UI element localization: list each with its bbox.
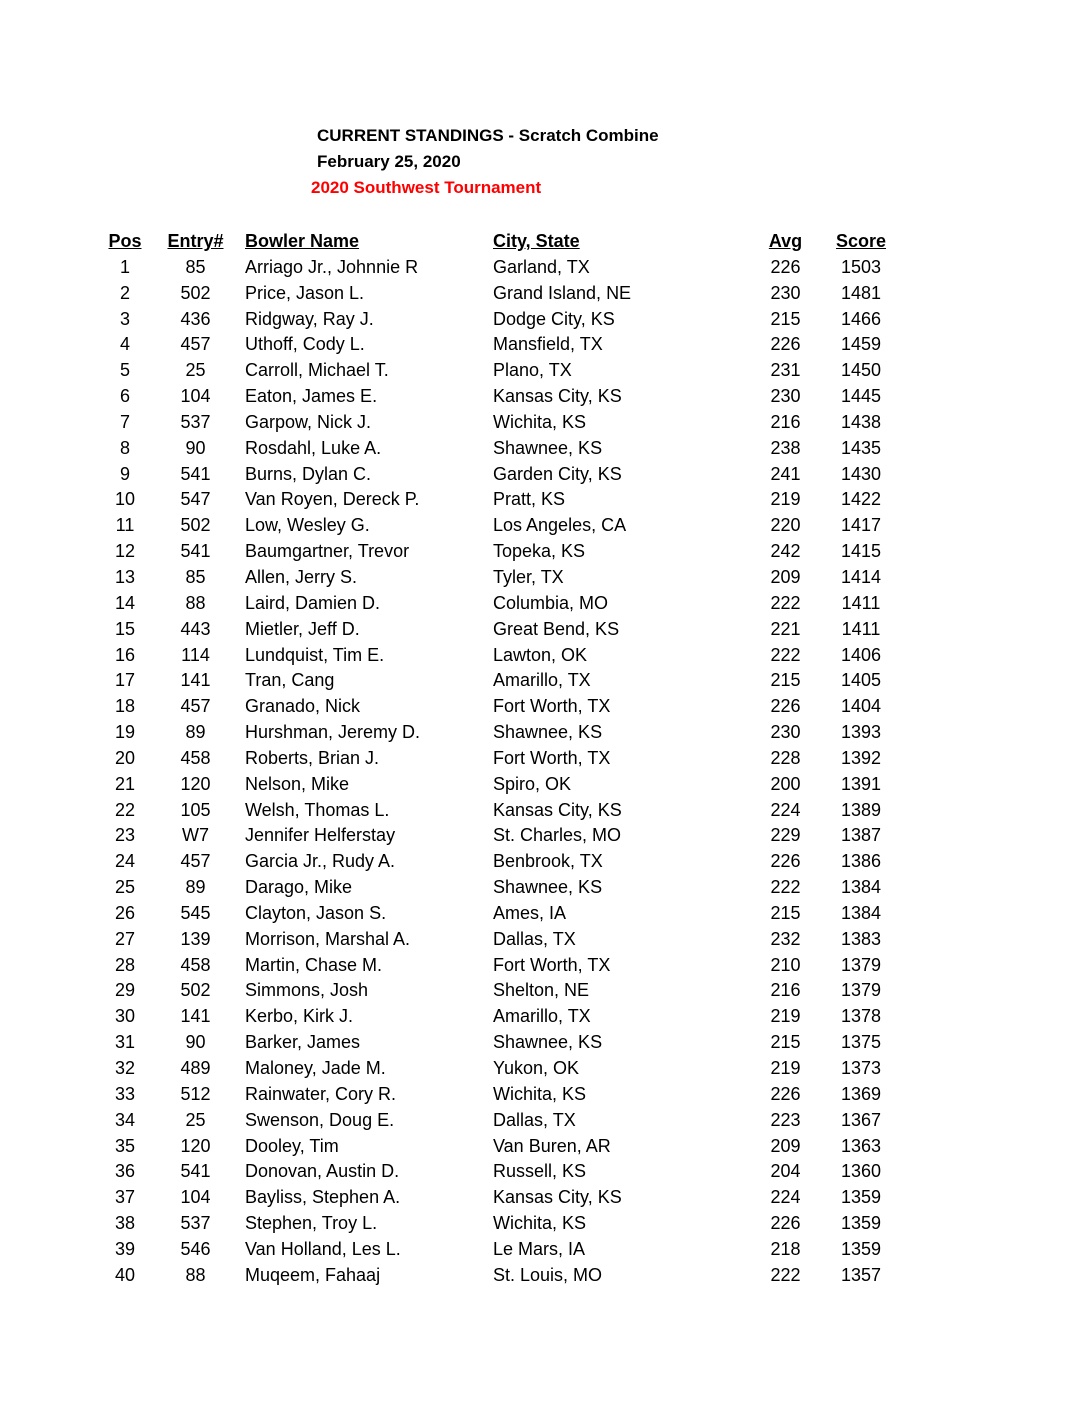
tournament-name: 2020 Southwest Tournament: [311, 178, 542, 197]
cell-bowler-name: Eaton, James E.: [245, 386, 378, 407]
cell-score: 1389: [840, 799, 882, 820]
cell-city-state: Los Angeles, CA: [493, 515, 627, 536]
cell-avg: 228: [770, 747, 801, 768]
cell-score: 1450: [840, 360, 882, 381]
cell-bowler-name: Swenson, Doug E.: [245, 1109, 395, 1130]
cell-city-state: Van Buren, AR: [493, 1135, 611, 1156]
cell-entry: 114: [181, 644, 210, 665]
cell-bowler-name: Rainwater, Cory R.: [245, 1083, 397, 1104]
cell-avg: 200: [770, 773, 801, 794]
cell-avg: 230: [770, 386, 801, 407]
cell-score: 1411: [841, 618, 881, 639]
table-row: [104, 746, 894, 772]
cell-pos: 7: [119, 411, 130, 432]
cell-bowler-name: Jennifer Helferstay: [245, 825, 396, 846]
cell-pos: 35: [114, 1135, 136, 1156]
cell-city-state: Kansas City, KS: [493, 1187, 622, 1208]
cell-city-state: Mansfield, TX: [493, 334, 603, 355]
table-row: [104, 1263, 894, 1289]
cell-avg: 218: [770, 1238, 801, 1259]
cell-city-state: Dodge City, KS: [493, 308, 615, 329]
table-row: [104, 823, 894, 849]
cell-avg: 222: [770, 592, 801, 613]
cell-entry: W7: [182, 825, 209, 846]
cell-score: 1369: [840, 1083, 882, 1104]
cell-bowler-name: Hurshman, Jeremy D.: [245, 722, 421, 743]
cell-bowler-name: Ridgway, Ray J.: [245, 308, 374, 329]
table-row: [104, 875, 894, 901]
table-row: [104, 1004, 894, 1030]
cell-city-state: Topeka, KS: [493, 541, 586, 562]
table-row: [104, 1108, 894, 1134]
table-row: [104, 1134, 894, 1160]
cell-city-state: Benbrook, TX: [493, 851, 603, 872]
cell-pos: 4: [119, 334, 130, 355]
cell-entry: 139: [180, 928, 211, 949]
cell-avg: 226: [770, 334, 801, 355]
cell-score: 1384: [840, 877, 882, 898]
table-row: [104, 1082, 894, 1108]
cell-city-state: St. Louis, MO: [493, 1264, 603, 1285]
table-row: [104, 1056, 894, 1082]
cell-bowler-name: Donovan, Austin D.: [245, 1161, 400, 1182]
cell-avg: 226: [770, 851, 801, 872]
cell-pos: 22: [114, 799, 136, 820]
cell-avg: 230: [770, 722, 801, 743]
cell-city-state: Amarillo, TX: [493, 1006, 591, 1027]
table-row: [104, 462, 894, 488]
table-row: [104, 798, 894, 824]
cell-pos: 17: [114, 670, 136, 691]
cell-score: 1386: [840, 851, 882, 872]
cell-bowler-name: Granado, Nick: [245, 696, 361, 717]
cell-entry: 141: [180, 1006, 211, 1027]
table-row: [104, 591, 894, 617]
cell-entry: 105: [180, 799, 211, 820]
cell-entry: 541: [180, 541, 211, 562]
column-header-bowler-name: Bowler Name: [245, 231, 360, 251]
cell-bowler-name: Kerbo, Kirk J.: [245, 1006, 354, 1027]
cell-avg: 219: [770, 1006, 801, 1027]
table-row: [104, 772, 894, 798]
cell-score: 1392: [840, 747, 882, 768]
cell-pos: 19: [114, 722, 136, 743]
cell-score: 1359: [840, 1213, 882, 1234]
cell-city-state: Plano, TX: [493, 360, 572, 381]
table-row: [104, 384, 894, 410]
cell-pos: 37: [114, 1187, 136, 1208]
cell-city-state: Shawnee, KS: [493, 437, 603, 458]
cell-score: 1406: [840, 644, 882, 665]
cell-city-state: Shelton, NE: [493, 980, 590, 1001]
cell-bowler-name: Uthoff, Cody L.: [245, 334, 365, 355]
cell-avg: 241: [770, 463, 801, 484]
cell-score: 1466: [840, 308, 882, 329]
cell-avg: 226: [770, 696, 801, 717]
header-row: [104, 229, 894, 255]
cell-city-state: Garland, TX: [493, 256, 590, 277]
cell-entry: 502: [180, 515, 211, 536]
cell-entry: 436: [180, 308, 211, 329]
cell-pos: 16: [114, 644, 136, 665]
cell-entry: 88: [185, 1264, 206, 1285]
cell-bowler-name: Low, Wesley G.: [245, 515, 370, 536]
cell-entry: 25: [185, 360, 206, 381]
cell-avg: 215: [770, 1032, 801, 1053]
cell-entry: 502: [180, 282, 211, 303]
cell-avg: 238: [770, 437, 801, 458]
cell-city-state: Fort Worth, TX: [493, 696, 611, 717]
cell-pos: 32: [114, 1058, 136, 1078]
table-row: [104, 694, 894, 720]
cell-bowler-name: Clayton, Jason S.: [245, 902, 387, 923]
cell-entry: 547: [180, 489, 211, 510]
table-row: [104, 849, 894, 875]
cell-bowler-name: Burns, Dylan C.: [245, 463, 372, 484]
cell-pos: 13: [114, 566, 136, 587]
cell-bowler-name: Baumgartner, Trevor: [245, 541, 410, 562]
cell-avg: 221: [770, 618, 801, 639]
column-header-score: Score: [835, 231, 887, 251]
cell-city-state: Garden City, KS: [493, 463, 622, 484]
cell-score: 1383: [840, 928, 882, 949]
cell-pos: 28: [114, 954, 136, 975]
cell-entry: 458: [180, 747, 211, 768]
cell-score: 1422: [840, 489, 882, 510]
table-row: [104, 978, 894, 1004]
cell-bowler-name: Bayliss, Stephen A.: [245, 1187, 401, 1208]
cell-bowler-name: Barker, James: [245, 1032, 361, 1053]
cell-avg: 226: [770, 1213, 801, 1234]
cell-pos: 3: [119, 308, 130, 329]
cell-score: 1373: [840, 1058, 882, 1078]
cell-score: 1357: [840, 1264, 882, 1285]
table-row: [104, 436, 894, 462]
cell-entry: 457: [180, 851, 211, 872]
cell-pos: 30: [114, 1006, 136, 1027]
cell-pos: 33: [114, 1083, 136, 1104]
cell-entry: 512: [180, 1083, 211, 1104]
cell-score: 1430: [840, 463, 882, 484]
cell-city-state: Lawton, OK: [493, 644, 588, 665]
cell-pos: 21: [114, 773, 136, 794]
table-row: [104, 953, 894, 979]
cell-bowler-name: Laird, Damien D.: [245, 592, 381, 613]
table-row: [104, 720, 894, 746]
cell-pos: 18: [114, 696, 136, 717]
table-row: [104, 1237, 894, 1263]
cell-score: 1391: [840, 773, 882, 794]
cell-entry: 90: [185, 437, 206, 458]
cell-city-state: Kansas City, KS: [493, 386, 622, 407]
cell-pos: 5: [119, 360, 130, 381]
table-row: [104, 927, 894, 953]
cell-city-state: Wichita, KS: [493, 1213, 587, 1234]
cell-bowler-name: Dooley, Tim: [245, 1135, 339, 1156]
table-row: [104, 539, 894, 565]
cell-bowler-name: Van Royen, Dereck P.: [245, 489, 420, 510]
cell-score: 1435: [840, 437, 882, 458]
cell-bowler-name: Carroll, Michael T.: [245, 360, 389, 381]
cell-bowler-name: Maloney, Jade M.: [245, 1058, 386, 1078]
cell-bowler-name: Allen, Jerry S.: [245, 566, 358, 587]
cell-entry: 89: [185, 722, 206, 743]
cell-avg: 222: [770, 644, 801, 665]
cell-score: 1459: [840, 334, 882, 355]
cell-avg: 215: [770, 670, 801, 691]
cell-city-state: Fort Worth, TX: [493, 747, 611, 768]
cell-bowler-name: Nelson, Mike: [245, 773, 350, 794]
cell-score: 1359: [840, 1187, 882, 1208]
cell-entry: 537: [180, 411, 211, 432]
cell-pos: 2: [119, 282, 130, 303]
cell-avg: 231: [770, 360, 801, 381]
table-row: [104, 281, 894, 307]
cell-score: 1360: [840, 1161, 882, 1182]
cell-entry: 457: [180, 696, 211, 717]
cell-pos: 6: [119, 386, 130, 407]
cell-entry: 443: [180, 618, 211, 639]
cell-bowler-name: Roberts, Brian J.: [245, 747, 380, 768]
cell-score: 1481: [840, 282, 882, 303]
cell-pos: 11: [115, 515, 135, 536]
cell-pos: 27: [114, 928, 136, 949]
cell-pos: 8: [119, 437, 130, 458]
cell-avg: 222: [770, 877, 801, 898]
cell-bowler-name: Arriago Jr., Johnnie R: [245, 256, 419, 277]
cell-city-state: Ames, IA: [493, 902, 567, 923]
cell-pos: 15: [114, 618, 136, 639]
column-header-avg: Avg: [768, 231, 803, 251]
cell-city-state: Le Mars, IA: [493, 1238, 586, 1259]
cell-score: 1405: [840, 670, 882, 691]
table-row: [104, 513, 894, 539]
cell-city-state: Shawnee, KS: [493, 1032, 603, 1053]
cell-bowler-name: Welsh, Thomas L.: [245, 799, 390, 820]
cell-entry: 537: [180, 1213, 211, 1234]
cell-entry: 120: [180, 773, 211, 794]
cell-entry: 89: [185, 877, 206, 898]
table-row: [104, 1185, 894, 1211]
cell-avg: 216: [770, 980, 801, 1001]
cell-city-state: Wichita, KS: [493, 411, 587, 432]
cell-avg: 226: [770, 256, 801, 277]
cell-entry: 141: [180, 670, 211, 691]
cell-city-state: Grand Island, NE: [493, 282, 632, 303]
cell-pos: 36: [114, 1161, 136, 1182]
cell-score: 1379: [840, 954, 882, 975]
column-header-entry: Entry#: [167, 231, 224, 251]
cell-score: 1417: [840, 515, 882, 536]
cell-avg: 219: [770, 1058, 801, 1078]
cell-city-state: Shawnee, KS: [493, 877, 603, 898]
cell-bowler-name: Muqeem, Fahaaj: [245, 1264, 381, 1285]
cell-pos: 10: [114, 489, 136, 510]
cell-entry: 546: [180, 1238, 211, 1259]
cell-avg: 210: [770, 954, 801, 975]
cell-avg: 226: [770, 1083, 801, 1104]
table-row: [104, 1159, 894, 1185]
cell-score: 1359: [840, 1238, 882, 1259]
cell-city-state: Spiro, OK: [493, 773, 572, 794]
cell-avg: 204: [770, 1161, 801, 1182]
cell-score: 1411: [841, 592, 881, 613]
cell-entry: 90: [185, 1032, 206, 1053]
cell-pos: 31: [114, 1032, 136, 1053]
cell-avg: 219: [770, 489, 801, 510]
cell-city-state: Russell, KS: [493, 1161, 587, 1182]
table-row: [104, 487, 894, 513]
cell-score: 1404: [840, 696, 882, 717]
cell-bowler-name: Lundquist, Tim E.: [245, 644, 385, 665]
cell-score: 1393: [840, 722, 882, 743]
cell-pos: 20: [114, 747, 136, 768]
cell-bowler-name: Darago, Mike: [245, 877, 353, 898]
cell-pos: 39: [114, 1238, 136, 1259]
cell-bowler-name: Simmons, Josh: [245, 980, 369, 1001]
cell-pos: 38: [114, 1213, 136, 1234]
table-row: [104, 565, 894, 591]
column-header-city-state: City, State: [493, 231, 580, 251]
cell-city-state: St. Charles, MO: [493, 825, 622, 846]
cell-avg: 229: [770, 825, 801, 846]
cell-entry: 457: [180, 334, 211, 355]
cell-bowler-name: Tran, Cang: [245, 670, 335, 691]
cell-avg: 216: [770, 411, 801, 432]
cell-bowler-name: Mietler, Jeff D.: [245, 618, 360, 639]
cell-entry: 545: [180, 902, 211, 923]
cell-bowler-name: Garpow, Nick J.: [245, 411, 372, 432]
cell-pos: 40: [114, 1264, 136, 1285]
cell-avg: 215: [770, 902, 801, 923]
cell-avg: 224: [770, 799, 801, 820]
cell-pos: 26: [114, 902, 136, 923]
cell-score: 1384: [840, 902, 882, 923]
cell-pos: 24: [114, 851, 136, 872]
cell-score: 1414: [840, 566, 882, 587]
cell-pos: 34: [114, 1109, 136, 1130]
cell-score: 1363: [840, 1135, 882, 1156]
table-row: [104, 901, 894, 927]
cell-bowler-name: Van Holland, Les L.: [245, 1238, 401, 1259]
cell-entry: 541: [180, 463, 211, 484]
cell-entry: 104: [180, 386, 211, 407]
table-row: [104, 255, 894, 281]
cell-city-state: Yukon, OK: [493, 1058, 580, 1078]
cell-avg: 223: [770, 1109, 801, 1130]
table-row: [104, 668, 894, 694]
cell-entry: 541: [180, 1161, 211, 1182]
cell-city-state: Dallas, TX: [493, 928, 576, 949]
cell-entry: 120: [180, 1135, 211, 1156]
cell-pos: 9: [119, 463, 130, 484]
table-row: [104, 1211, 894, 1237]
cell-entry: 85: [185, 256, 206, 277]
cell-score: 1387: [840, 825, 882, 846]
cell-entry: 489: [180, 1058, 211, 1078]
cell-score: 1438: [840, 411, 882, 432]
table-row: [104, 332, 894, 358]
cell-score: 1445: [840, 386, 882, 407]
table-row: [104, 358, 894, 384]
cell-city-state: Pratt, KS: [493, 489, 566, 510]
document-date: February 25, 2020: [317, 152, 461, 171]
cell-city-state: Amarillo, TX: [493, 670, 591, 691]
table-row: [104, 1030, 894, 1056]
cell-avg: 220: [770, 515, 801, 536]
cell-entry: 104: [180, 1187, 211, 1208]
cell-bowler-name: Price, Jason L.: [245, 282, 365, 303]
cell-avg: 215: [770, 308, 801, 329]
cell-city-state: Dallas, TX: [493, 1109, 576, 1130]
cell-entry: 502: [180, 980, 211, 1001]
cell-score: 1379: [840, 980, 882, 1001]
cell-score: 1415: [840, 541, 882, 562]
cell-city-state: Columbia, MO: [493, 592, 609, 613]
cell-city-state: Kansas City, KS: [493, 799, 622, 820]
standings-table: [104, 229, 894, 1289]
cell-avg: 224: [770, 1187, 801, 1208]
table-row: [104, 307, 894, 333]
cell-bowler-name: Garcia Jr., Rudy A.: [245, 851, 396, 872]
cell-score: 1378: [840, 1006, 882, 1027]
cell-avg: 232: [770, 928, 801, 949]
cell-pos: 12: [114, 541, 136, 562]
cell-bowler-name: Morrison, Marshal A.: [245, 928, 411, 949]
cell-avg: 209: [770, 566, 801, 587]
cell-city-state: Great Bend, KS: [493, 618, 620, 639]
table-row: [104, 410, 894, 436]
cell-city-state: Wichita, KS: [493, 1083, 587, 1104]
document-title: CURRENT STANDINGS - Scratch Combine: [317, 126, 659, 145]
cell-pos: 1: [119, 256, 130, 277]
table-row: [104, 617, 894, 643]
cell-city-state: Tyler, TX: [493, 566, 564, 587]
cell-avg: 209: [770, 1135, 801, 1156]
cell-avg: 230: [770, 282, 801, 303]
cell-pos: 29: [114, 980, 136, 1001]
cell-bowler-name: Martin, Chase M.: [245, 954, 383, 975]
cell-entry: 85: [185, 566, 206, 587]
cell-city-state: Shawnee, KS: [493, 722, 603, 743]
column-header-pos: Pos: [108, 231, 142, 251]
cell-score: 1375: [840, 1032, 882, 1053]
cell-pos: 23: [114, 825, 136, 846]
cell-city-state: Fort Worth, TX: [493, 954, 611, 975]
cell-entry: 88: [185, 592, 206, 613]
cell-score: 1503: [840, 256, 882, 277]
cell-entry: 458: [180, 954, 211, 975]
cell-avg: 222: [770, 1264, 801, 1285]
cell-score: 1367: [840, 1109, 882, 1130]
cell-bowler-name: Stephen, Troy L.: [245, 1213, 378, 1234]
cell-bowler-name: Rosdahl, Luke A.: [245, 437, 382, 458]
cell-pos: 14: [114, 592, 136, 613]
table-row: [104, 643, 894, 669]
cell-entry: 25: [185, 1109, 206, 1130]
cell-pos: 25: [114, 877, 136, 898]
cell-avg: 242: [770, 541, 801, 562]
